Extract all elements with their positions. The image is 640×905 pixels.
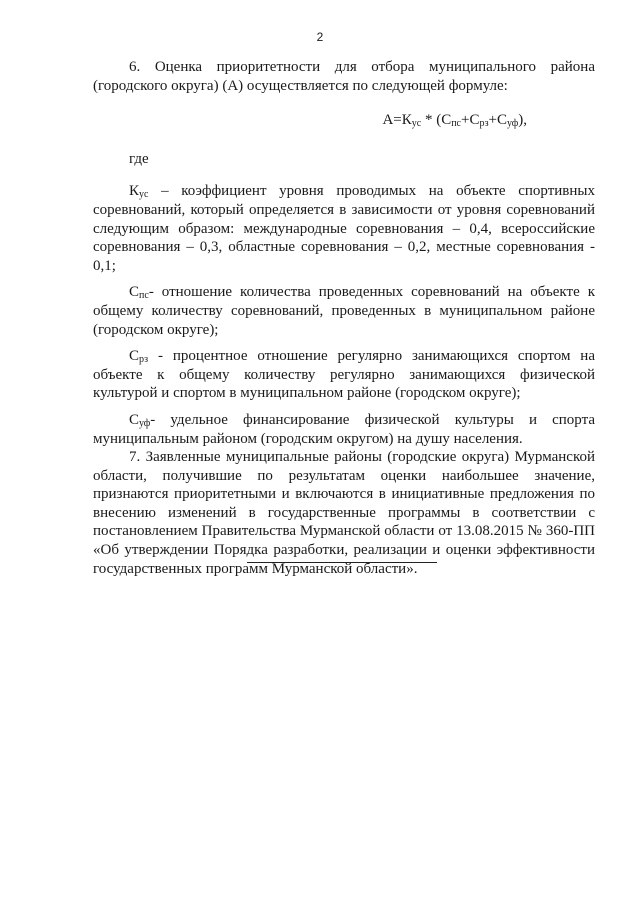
- definition-symbol: [129, 348, 148, 364]
- definition-symbol-sub: пс: [139, 290, 149, 302]
- definition-text: – коэффициент уровня проводимых на объекте спортивных соревнований, который определяется в зависимости от уровня соревнований следующим образом: международные соревнования – 0,4, всероссийские соревнования – 0,3, областные соревнования – 0,2, местные соревнования - 0,1;: [93, 183, 595, 274]
- definition-symbol-sub: уф: [139, 417, 151, 429]
- definition-text: - процентное отношение регулярно занимающихся спортом на объекте к общему количеству регулярно занимающихся физической культурой и спортом в муниципальном районе (городском округе);: [93, 348, 595, 402]
- definition-symbol-letter: С: [129, 284, 140, 301]
- definition-symbol-letter: К: [129, 183, 140, 200]
- definition-symbol-sub: рз: [139, 354, 149, 366]
- definition-k-us: [93, 182, 595, 275]
- document-body: [93, 58, 595, 578]
- definition-symbol: [129, 412, 150, 428]
- formula-plus1: +С: [461, 112, 480, 129]
- priority-formula: [93, 111, 595, 134]
- page-number: 2: [316, 30, 324, 44]
- formula-mid: * (С: [421, 112, 452, 129]
- definition-c-uf: [93, 411, 595, 448]
- item-7-paragraph: 7. Заявленные муниципальные районы (городские округа) Мурманской области, получившие по результатам оценки наибольшее значение, признаются приоритетными и включаются в инициативные предложения по внесению изменений в государственные программы в соответствии с постановлением Правительства Мурманской области от 13.08.2015 № 360-ПП «Об утверждении Порядка разработки, реализации и оценки эффективности государственных программ Мурманской области».: [93, 449, 595, 577]
- definition-symbol-letter: С: [129, 411, 140, 428]
- formula-lhs: А=К: [382, 112, 412, 129]
- formula-k-sub: ус: [411, 118, 422, 130]
- definition-symbol: [129, 183, 148, 199]
- formula-end: ),: [518, 112, 527, 129]
- formula-c1-sub: пс: [451, 118, 461, 130]
- where-label: где: [129, 150, 149, 167]
- definition-symbol: [129, 284, 149, 300]
- formula-c3-sub: уф: [507, 118, 519, 130]
- definition-c-ps: [93, 283, 595, 339]
- definition-c-rz: [93, 347, 595, 403]
- definition-text: - удельное финансирование физической культуры и спорта муниципальным районом (городским округом) на душу населения.: [93, 411, 595, 447]
- definition-text: - отношение количества проведенных соревнований на объекте к общему количеству соревнований, проведенных в муниципальном районе (городском округе);: [93, 284, 595, 338]
- definition-symbol-letter: С: [129, 348, 140, 365]
- end-divider-line: [247, 562, 437, 563]
- definition-symbol-sub: ус: [139, 189, 149, 201]
- item-6-paragraph: 6. Оценка приоритетности для отбора муниципального района (городского округа) (А) осуществляется по следующей формуле:: [93, 59, 595, 94]
- formula-plus2: +С: [488, 112, 508, 129]
- formula-c2-sub: рз: [479, 118, 489, 130]
